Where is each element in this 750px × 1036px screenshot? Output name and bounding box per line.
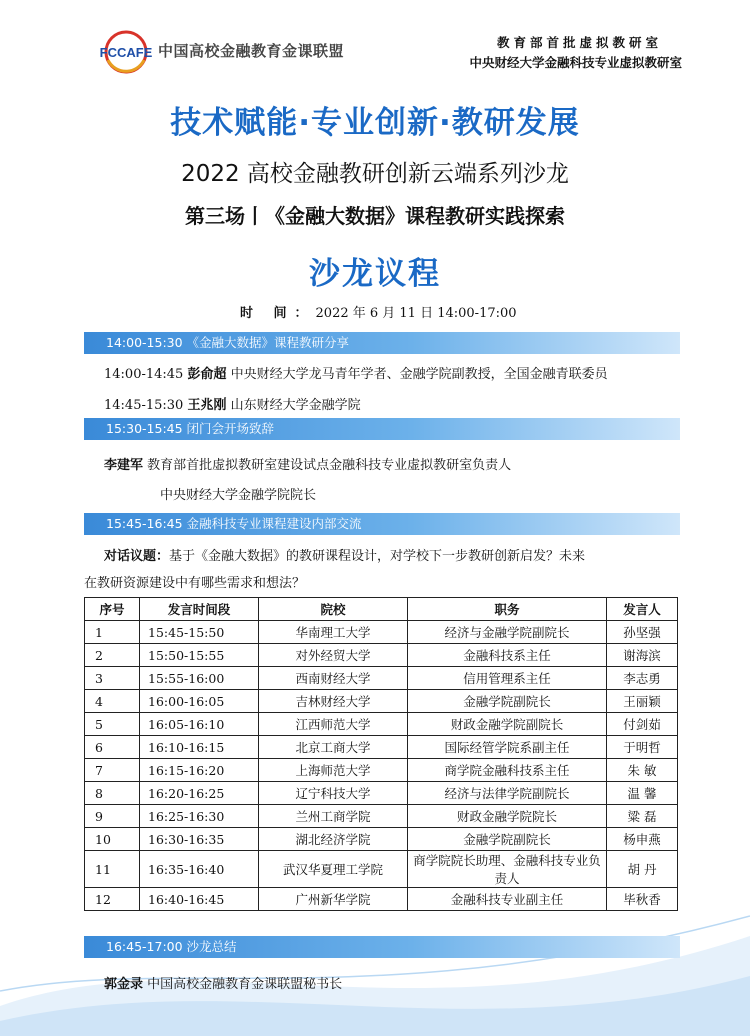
- speaker-time: 14:45-15:30: [104, 398, 184, 413]
- speaker-desc: 中国高校金融教育金课联盟秘书长: [147, 977, 343, 992]
- speaker-table: [84, 597, 678, 911]
- speaking-time: 15:45-15:50: [140, 621, 259, 644]
- row-number: 12: [85, 888, 140, 911]
- table-row: [85, 759, 678, 782]
- row-number: 8: [85, 782, 140, 805]
- speaker-name: 谢海滨: [607, 644, 678, 667]
- position: 国际经管学院系副主任: [408, 736, 607, 759]
- speaking-time: 16:10-16:15: [140, 736, 259, 759]
- speaking-time: 16:15-16:20: [140, 759, 259, 782]
- column-header: 职务: [408, 598, 607, 621]
- position: 金融科技系主任: [408, 644, 607, 667]
- row-number: 7: [85, 759, 140, 782]
- institution: 武汉华夏理工学院: [259, 851, 408, 888]
- speaker-name: 于明哲: [607, 736, 678, 759]
- position: 商学院金融科技系主任: [408, 759, 607, 782]
- event-subtitle: 2022 高校金融教研创新云端系列沙龙: [181, 161, 569, 187]
- speaking-time: 16:35-16:40: [140, 851, 259, 888]
- institution: 吉林财经大学: [259, 690, 408, 713]
- org-line-2: 中央财经大学金融科技专业虚拟教研室: [469, 55, 682, 70]
- table-row: [85, 805, 678, 828]
- speaker-name: 李建军: [104, 458, 144, 473]
- position: 信用管理系主任: [408, 667, 607, 690]
- table-row: [85, 736, 678, 759]
- svg-text:FCCAFE: FCCAFE: [99, 45, 153, 60]
- speaking-time: 16:20-16:25: [140, 782, 259, 805]
- row-number: 9: [85, 805, 140, 828]
- speaker-row-2: [104, 394, 361, 413]
- speaking-time: 16:40-16:45: [140, 888, 259, 911]
- position: 金融科技专业副主任: [408, 888, 607, 911]
- institution: 对外经贸大学: [259, 644, 408, 667]
- section-bar-4: 16:45-17:00 沙龙总结: [84, 936, 680, 958]
- table-row: [85, 667, 678, 690]
- position: 财政金融学院院长: [408, 805, 607, 828]
- speaker-name: 胡 丹: [607, 851, 678, 888]
- column-header: 发言人: [607, 598, 678, 621]
- column-header: 序号: [85, 598, 140, 621]
- row-number: 2: [85, 644, 140, 667]
- row-number: 1: [85, 621, 140, 644]
- speaker-name: 杨申燕: [607, 828, 678, 851]
- speaker-name: 李志勇: [607, 667, 678, 690]
- row-number: 11: [85, 851, 140, 888]
- institution: 西南财经大学: [259, 667, 408, 690]
- institution: 华南理工大学: [259, 621, 408, 644]
- table-header-row: [85, 598, 678, 621]
- page-header: [0, 0, 750, 90]
- table-row: [85, 782, 678, 805]
- speaker-name: 温 馨: [607, 782, 678, 805]
- speaking-time: 16:30-16:35: [140, 828, 259, 851]
- alliance-name: 中国高校金融教育金课联盟: [158, 42, 345, 60]
- position: 金融学院副院长: [408, 690, 607, 713]
- agenda-heading: 沙龙议程: [309, 256, 441, 292]
- speaker-name: 王丽颖: [607, 690, 678, 713]
- institution: 北京工商大学: [259, 736, 408, 759]
- institution: 江西师范大学: [259, 713, 408, 736]
- background-wave-decoration: [0, 896, 750, 1036]
- speaker-time: 14:00-14:45: [104, 367, 184, 382]
- table-row: [85, 690, 678, 713]
- speaker-name: 郭金录: [104, 977, 144, 992]
- position: 经济与法律学院副院长: [408, 782, 607, 805]
- opening-speaker-desc-2: 中央财经大学金融学院院长: [160, 488, 317, 503]
- position: 商学院院长助理、金融科技专业负责人: [408, 851, 607, 888]
- topic-label: 对话议题：: [104, 549, 170, 564]
- row-number: 6: [85, 736, 140, 759]
- section-bar-2: 15:30-15:45 闭门会开场致辞: [84, 418, 680, 440]
- speaking-time: 16:00-16:05: [140, 690, 259, 713]
- institution: 兰州工商学院: [259, 805, 408, 828]
- time-value: 2022 年 6 月 11 日 14:00-17:00: [315, 306, 517, 321]
- time-label: 时 间：: [240, 306, 316, 321]
- speaker-name: 付剑茹: [607, 713, 678, 736]
- row-number: 3: [85, 667, 140, 690]
- table-row: [85, 888, 678, 911]
- institution: 湖北经济学院: [259, 828, 408, 851]
- closing-speaker-row: [104, 973, 342, 992]
- table-row: [85, 621, 678, 644]
- speaker-name: 孙坚强: [607, 621, 678, 644]
- table-row: [85, 851, 678, 888]
- row-number: 5: [85, 713, 140, 736]
- speaking-time: 16:25-16:30: [140, 805, 259, 828]
- position: 财政金融学院副院长: [408, 713, 607, 736]
- topic-line-1: [104, 545, 585, 564]
- org-line-1: 教育部首批虚拟教研室: [496, 35, 662, 50]
- table-row: [85, 644, 678, 667]
- speaker-name: 朱 敏: [607, 759, 678, 782]
- speaker-desc: 山东财经大学金融学院: [230, 398, 361, 413]
- position: 金融学院副院长: [408, 828, 607, 851]
- speaker-name: 王兆刚: [187, 398, 227, 413]
- institution: 上海师范大学: [259, 759, 408, 782]
- speaker-row-1: [104, 363, 608, 382]
- session-title: 第三场丨《金融大数据》课程教研实践探索: [185, 204, 565, 228]
- table-row: [85, 828, 678, 851]
- opening-speaker-row: [104, 454, 511, 473]
- main-title: 技术赋能·专业创新·教研发展: [170, 105, 580, 141]
- institution: 广州新华学院: [259, 888, 408, 911]
- row-number: 4: [85, 690, 140, 713]
- speaking-time: 15:55-16:00: [140, 667, 259, 690]
- topic-text-1: 基于《金融大数据》的教研课程设计，对学校下一步教研创新启发？未来: [169, 549, 586, 564]
- speaker-name: 彭俞超: [187, 367, 227, 382]
- speaker-desc: 教育部首批虚拟教研室建设试点金融科技专业虚拟教研室负责人: [147, 458, 512, 473]
- institution: 辽宁科技大学: [259, 782, 408, 805]
- section-bar-3: 15:45-16:45 金融科技专业课程建设内部交流: [84, 513, 680, 535]
- column-header: 院校: [259, 598, 408, 621]
- speaking-time: 15:50-15:55: [140, 644, 259, 667]
- event-time: [240, 302, 517, 321]
- fccafe-logo-icon: [96, 28, 156, 78]
- position: 经济与金融学院副院长: [408, 621, 607, 644]
- section-bar-1: 14:00-15:30 《金融大数据》课程教研分享: [84, 332, 680, 354]
- row-number: 10: [85, 828, 140, 851]
- column-header: 发言时间段: [140, 598, 259, 621]
- speaker-name: 毕秋香: [607, 888, 678, 911]
- table-row: [85, 713, 678, 736]
- speaker-desc: 中央财经大学龙马青年学者、金融学院副教授，全国金融青联委员: [230, 367, 608, 382]
- speaker-name: 粱 磊: [607, 805, 678, 828]
- topic-line-2: 在教研资源建设中有哪些需求和想法？: [84, 576, 306, 591]
- speaking-time: 16:05-16:10: [140, 713, 259, 736]
